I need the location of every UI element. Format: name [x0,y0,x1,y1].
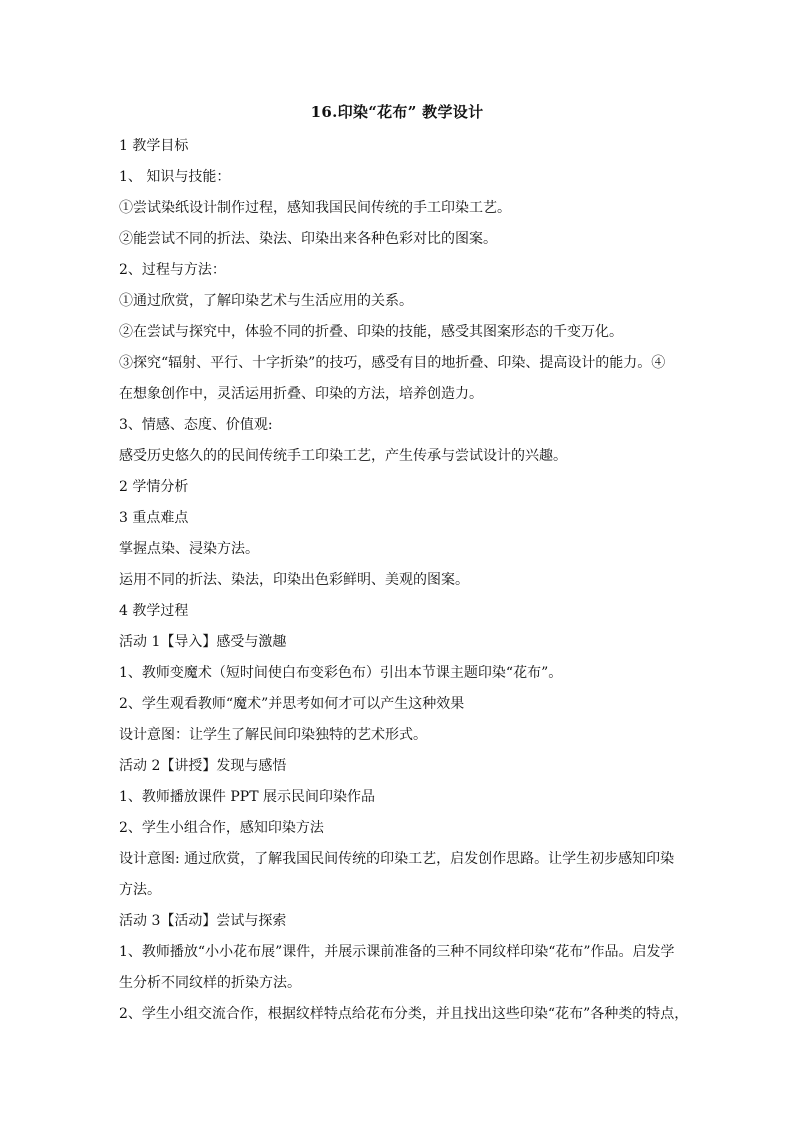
body-line: 2、过程与方法： [119,262,226,278]
body-line: ②能尝试不同的折法、染法、印染出来各种色彩对比的图案。 [119,231,497,247]
body-line: 4 教学过程 [119,603,189,619]
body-line: 2 学情分析 [119,479,189,495]
body-line: ①尝试染纸设计制作过程，感知我国民间传统的手工印染工艺。 [119,200,511,216]
body-line: 活动 3【活动】尝试与探索 [119,913,287,929]
body-line: 1、教师播放“小小花布展”课件，并展示课前准备的三种不同纹样印染“花布”作品。启发学 [119,944,675,960]
body-line: 2、学生观看教师“魔术”并思考如何才可以产生这种效果 [119,696,465,712]
body-line: 设计意图：让学生了解民间印染独特的艺术形式。 [119,727,427,743]
body-line: 1、 知识与技能： [119,169,231,185]
body-line: 2、学生小组合作，感知印染方法 [119,820,324,836]
body-line: 在想象创作中，灵活运用折叠、印染的方法，培养创造力。 [119,386,483,402]
body-line: 1、教师变魔术（短时间使白布变彩色布）引出本节课主题印染“花布”。 [119,665,563,681]
body-line: 1、教师播放课件 PPT 展示民间印染作品 [119,789,375,805]
body-line: 掌握点染、浸染方法。 [119,541,259,557]
body-line: 运用不同的折法、染法，印染出色彩鲜明、美观的图案。 [119,572,469,588]
body-line: 活动 2【讲授】发现与感悟 [119,758,287,774]
body-line: 3 重点难点 [119,510,189,526]
body-line: 设计意图: 通过欣赏，了解我国民间传统的印染工艺，启发创作思路。让学生初步感知印染 [119,851,675,867]
body-line: 活动 1【导入】感受与激趣 [119,634,287,650]
document-title: 16.印染“花布” 教学设计 [310,103,484,121]
body-line: 方法。 [119,882,161,898]
body-line: 生分析不同纹样的折染方法。 [119,975,301,991]
body-line: 2、学生小组交流合作，根据纹样特点给花布分类，并且找出这些印染“花布”各种类的特点， [119,1006,689,1022]
body-line: ③探究“辐射、平行、十字折染”的技巧，感受有目的地折叠、印染、提高设计的能力。④ [119,355,666,371]
body-line: ①通过欣赏，了解印染艺术与生活应用的关系。 [119,293,413,309]
body-line: 3、情感、态度、价值观: [119,417,273,433]
body-line: ②在尝试与探究中，体验不同的折叠、印染的技能，感受其图案形态的千变万化。 [119,324,623,340]
body-line: 感受历史悠久的的民间传统手工印染工艺，产生传承与尝试设计的兴趣。 [119,448,567,464]
body-line: 1 教学目标 [119,138,189,154]
document-body [119,131,689,1030]
